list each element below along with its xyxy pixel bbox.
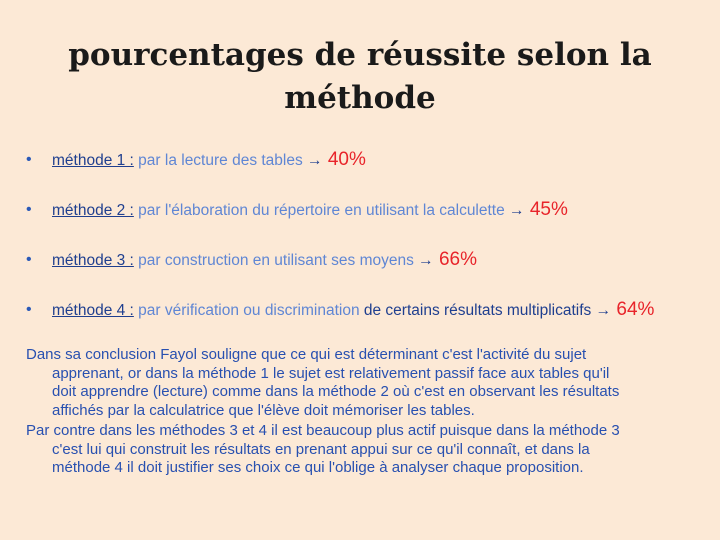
arrow-icon: →: [591, 302, 612, 319]
method-label: méthode 4 :: [52, 302, 134, 319]
method-description: par vérification ou discrimination: [133, 302, 360, 319]
paragraph-line: affichés par la calculatrice que l'élève doit mémoriser les tables.: [52, 401, 475, 419]
bullet-dot-icon: •: [26, 301, 32, 318]
method-description-cont: de certains résultats multiplicatifs: [359, 302, 592, 319]
success-percentage: 64%: [611, 299, 655, 320]
success-percentage: 40%: [322, 149, 366, 170]
paragraph-line: méthode 4 il doit justifier ses choix ce qui l'oblige à analyser chaque proposition.: [52, 459, 584, 476]
success-percentage: 45%: [524, 199, 568, 220]
bullet-dot-icon: •: [26, 151, 32, 168]
title-line-2: méthode: [284, 80, 436, 116]
method-description: par la lecture des tables: [133, 152, 303, 169]
success-percentage: 66%: [433, 249, 477, 270]
arrow-icon: →: [302, 152, 323, 169]
title-line-1: pourcentages de réussite selon la: [68, 37, 652, 73]
paragraph-line: apprenant, or dans la méthode 1 le sujet est relativement passif face aux tables qu'il: [52, 364, 610, 382]
method-label: méthode 2 :: [52, 202, 134, 219]
method-item-3: [26, 245, 706, 295]
method-item-2: [26, 195, 706, 245]
arrow-icon: →: [504, 202, 525, 219]
method-label: méthode 3 :: [52, 252, 134, 269]
method-item-1: [26, 145, 706, 195]
paragraph-line: Dans sa conclusion Fayol souligne que ce qui est déterminant c'est l'activité du sujet: [26, 346, 587, 363]
paragraph-line: Par contre dans les méthodes 3 et 4 il est beaucoup plus actif puisque dans la méthode 3: [26, 422, 620, 439]
method-description: par l'élaboration du répertoire en utilisant la calculette: [133, 202, 505, 219]
bullet-dot-icon: •: [26, 251, 32, 268]
paragraph-line: doit apprendre (lecture) comme dans la méthode 2 où c'est en observant les résultats: [52, 383, 620, 400]
paragraph-line: c'est lui qui construit les résultats en prenant appui sur ce qu'il connaît, et dans la: [52, 440, 590, 458]
method-list: [26, 145, 706, 345]
arrow-icon: →: [413, 252, 434, 269]
method-description: par construction en utilisant ses moyens: [133, 252, 414, 269]
method-item-4: [26, 295, 706, 345]
bullet-dot-icon: •: [26, 201, 32, 218]
slide-title: [40, 34, 680, 120]
contrast-paragraph: [26, 422, 686, 478]
conclusion-paragraph: [26, 346, 686, 420]
method-label: méthode 1 :: [52, 152, 134, 169]
